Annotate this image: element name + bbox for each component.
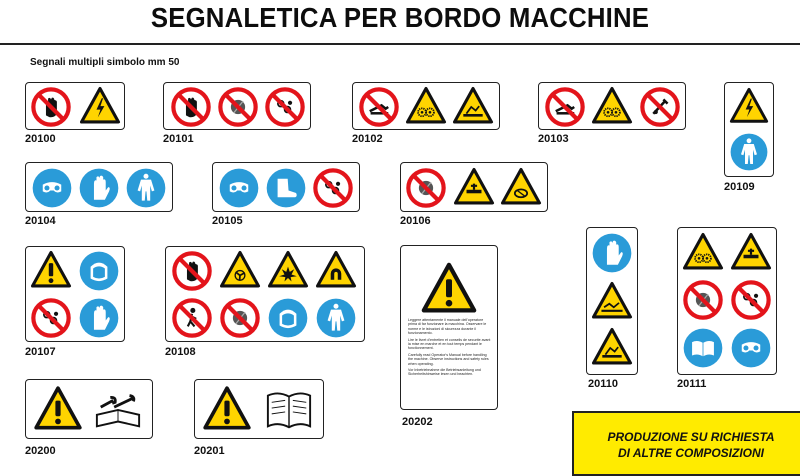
sign-panel-20104[interactable] xyxy=(25,162,173,212)
no-chain-prohibition-icon xyxy=(730,279,772,321)
sign-panel-20108[interactable] xyxy=(165,246,365,342)
no-spray-prohibition-icon xyxy=(639,86,681,128)
goggles-mandatory-icon xyxy=(218,167,260,209)
no-grinder-prohibition-icon xyxy=(682,279,724,321)
product-code-20108: 20108 xyxy=(165,346,196,358)
magnetic-field-warning-icon xyxy=(314,249,358,293)
no-chain-prohibition-icon xyxy=(264,86,306,128)
product-code-20202: 20202 xyxy=(402,416,433,428)
custom-compositions-banner xyxy=(572,411,800,476)
sign-panel-20106[interactable] xyxy=(400,162,548,212)
roller-warning-icon xyxy=(499,166,543,210)
product-code-20109: 20109 xyxy=(724,181,755,193)
no-hand-prohibition-icon xyxy=(30,86,72,128)
gloves-mandatory-icon xyxy=(591,232,633,274)
goggles-mandatory-icon xyxy=(31,167,73,209)
sign-panel-20107[interactable] xyxy=(25,246,125,342)
sign-panel-20105[interactable] xyxy=(212,162,360,212)
product-code-20103: 20103 xyxy=(538,133,569,145)
product-code-20104: 20104 xyxy=(25,215,56,227)
title-divider xyxy=(0,43,800,45)
sign-panel-20100[interactable] xyxy=(25,82,125,130)
no-reach-prohibition-icon xyxy=(544,86,586,128)
exclamation-warning-icon xyxy=(32,384,84,436)
read-manual-mandatory-icon xyxy=(682,327,724,369)
no-grinder-prohibition-icon xyxy=(219,297,261,339)
exclamation-warning-icon xyxy=(29,249,73,293)
product-code-20107: 20107 xyxy=(25,346,56,358)
product-code-20102: 20102 xyxy=(352,133,383,145)
sign-panel-20110[interactable] xyxy=(586,227,638,375)
manual-text-english: Carefully read Operator's Manual before handling the machine. Observe instructions and safety rules when operating. xyxy=(408,352,489,366)
exclamation-warning-icon xyxy=(201,384,253,436)
protective-suit-mandatory-icon xyxy=(315,297,357,339)
product-code-20105: 20105 xyxy=(212,215,243,227)
product-code-20200: 20200 xyxy=(25,445,56,457)
manual-text-italian: Leggere attentamente il manuale dell'operatore prima di far funzionare la macchina. Osservare le norme e le istruzioni di sicurezza durante il funzionamento. xyxy=(408,318,487,336)
product-code-20201: 20201 xyxy=(194,445,225,457)
operator-manual-text xyxy=(408,318,492,379)
no-chain-prohibition-icon xyxy=(30,297,72,339)
product-code-20106: 20106 xyxy=(400,215,431,227)
open-book-icon xyxy=(263,386,315,434)
manual-text-french: Lire le livret d'entretien et conseils de securite avant la mise en marche et en tout temps pendant le fonctionnement. xyxy=(408,337,491,351)
gloves-mandatory-icon xyxy=(78,297,120,339)
product-code-20111: 20111 xyxy=(677,378,707,390)
no-grinder-prohibition-icon xyxy=(217,86,259,128)
banner-line-1: PRODUZIONE SU RICHIESTA xyxy=(607,430,775,444)
cutting-warning-icon xyxy=(590,280,634,324)
gloves-mandatory-icon xyxy=(78,167,120,209)
cutting-warning-icon xyxy=(451,85,495,129)
cutting-hazard-warning-icon xyxy=(590,326,634,370)
explosion-warning-icon xyxy=(266,249,310,293)
face-shield-mandatory-icon xyxy=(267,297,309,339)
exclamation-warning-icon xyxy=(419,260,479,320)
sign-panel-20200[interactable] xyxy=(25,379,153,439)
sign-panel-20201[interactable] xyxy=(194,379,324,439)
product-code-20100: 20100 xyxy=(25,133,56,145)
no-chain-prohibition-icon xyxy=(312,167,354,209)
banner-line-2: DI ALTRE COMPOSIZIONI xyxy=(618,446,764,460)
gears-warning-icon xyxy=(590,85,634,129)
sign-panel-20101[interactable] xyxy=(163,82,311,130)
sign-panel-20111[interactable] xyxy=(677,227,777,375)
no-grinder-prohibition-icon xyxy=(405,167,447,209)
pto-shaft-warning-icon xyxy=(729,231,773,275)
gears-warning-icon xyxy=(681,231,725,275)
manual-text-german: Vor Inbetriebnahme die Betriebsanleitung und Sicherheitshinweise lesen und beachten. xyxy=(408,368,481,377)
protective-suit-mandatory-icon xyxy=(729,132,769,172)
protective-suit-mandatory-icon xyxy=(125,167,167,209)
safety-boots-mandatory-icon xyxy=(265,167,307,209)
maintenance-manual-icon xyxy=(92,386,144,434)
no-reach-prohibition-icon xyxy=(358,86,400,128)
electric-hazard-warning-icon xyxy=(728,86,770,128)
fan-warning-icon xyxy=(218,249,262,293)
product-code-20101: 20101 xyxy=(163,133,194,145)
product-code-20110: 20110 xyxy=(588,378,618,390)
electric-hazard-warning-icon xyxy=(78,85,122,129)
pto-shaft-warning-icon xyxy=(452,166,496,210)
no-spray-prohibition-icon xyxy=(171,297,213,339)
page-title: SEGNALETICA PER BORDO MACCHINE xyxy=(150,2,650,33)
no-hand-prohibition-icon xyxy=(170,86,212,128)
section-subtitle: Segnali multipli simbolo mm 50 xyxy=(30,57,180,68)
goggles-mandatory-icon xyxy=(730,327,772,369)
gears-warning-icon xyxy=(404,85,448,129)
sign-panel-20109[interactable] xyxy=(724,82,774,177)
face-shield-mandatory-icon xyxy=(78,250,120,292)
sign-panel-20103[interactable] xyxy=(538,82,686,130)
no-person-prohibition-icon xyxy=(171,250,213,292)
sign-panel-20102[interactable] xyxy=(352,82,500,130)
